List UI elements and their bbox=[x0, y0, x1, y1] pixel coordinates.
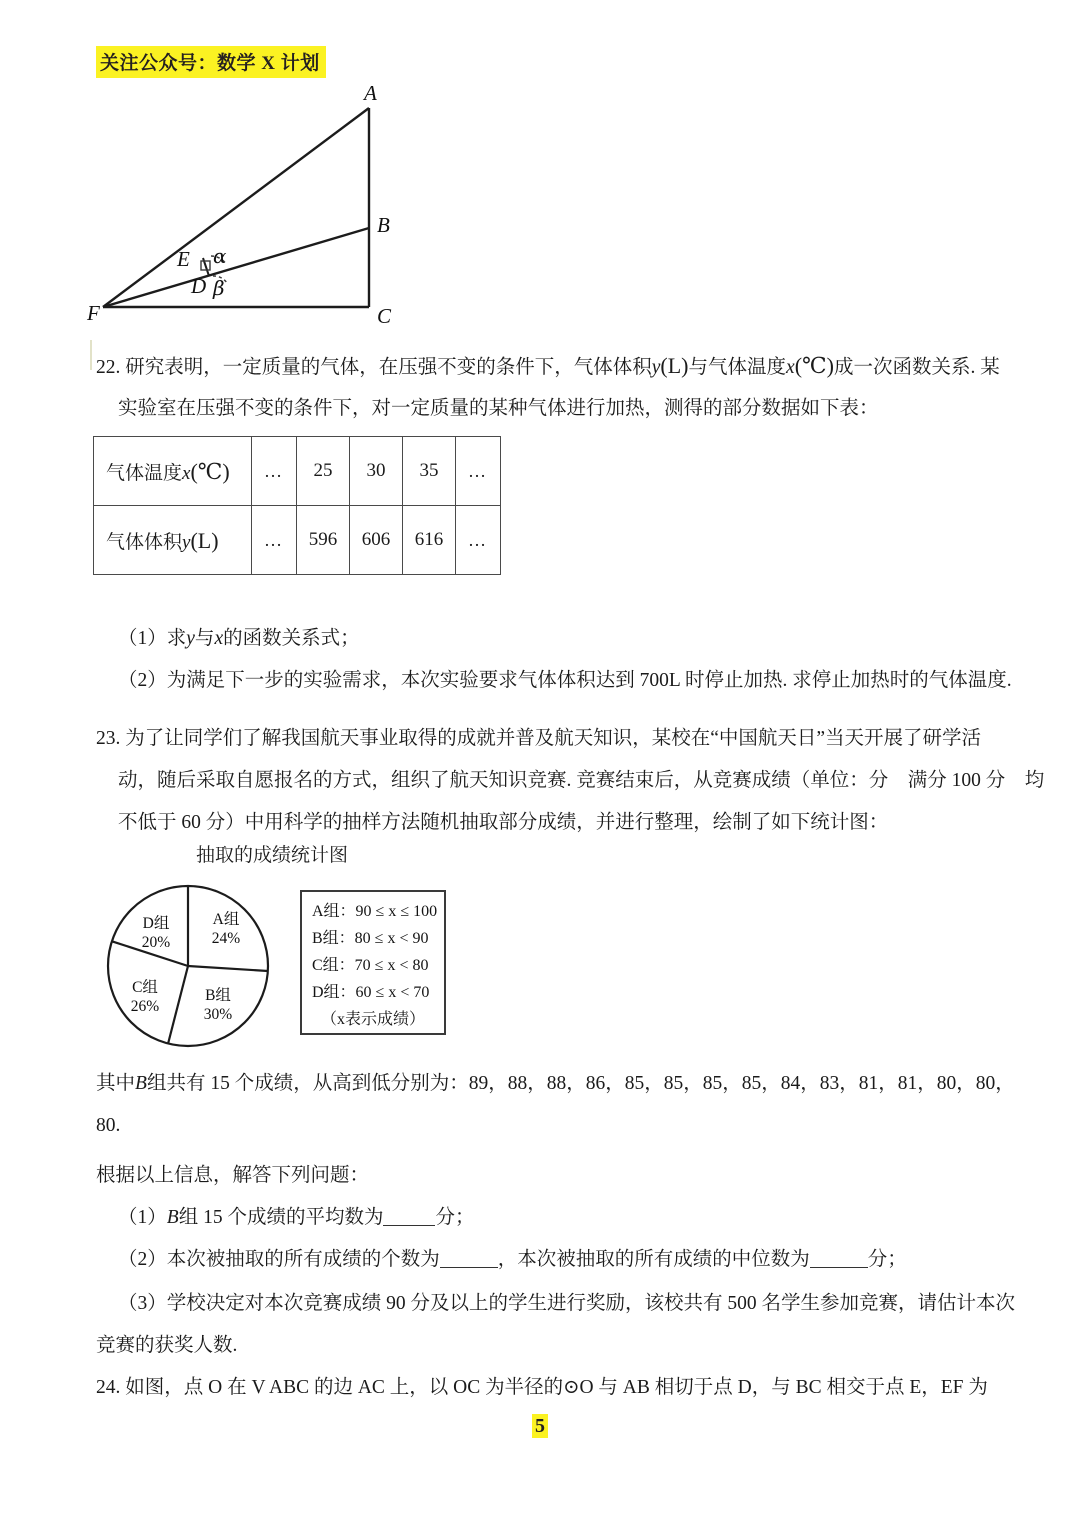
watermark-header: 关注公众号：数学 X 计划 bbox=[96, 46, 326, 78]
pie-label-c-name: C组 bbox=[132, 979, 158, 996]
q23-line-1 bbox=[96, 718, 981, 759]
rowheader-vol-text: 气体体积 bbox=[106, 531, 183, 553]
margin-bar bbox=[90, 340, 92, 370]
rowheader-temp-var: x bbox=[182, 462, 191, 484]
chart-title: 抽取的成绩统计图 bbox=[196, 845, 349, 866]
q24-number: 24. bbox=[96, 1377, 121, 1398]
q23-sub2-post: 分； bbox=[867, 1249, 907, 1270]
chart-legend-box bbox=[300, 890, 446, 1035]
table-cell: … bbox=[456, 437, 501, 506]
pie-label-b-name: B组 bbox=[205, 987, 231, 1004]
answer-blank-average[interactable] bbox=[383, 1206, 435, 1226]
q22-sub-2: （2）为满足下一步的实验需求，本次实验要求气体体积达到 700L 时停止加热. 求停止加热时的气体温度. bbox=[118, 670, 1012, 691]
table-cell: 606 bbox=[350, 506, 403, 575]
table-cell: 30 bbox=[350, 437, 403, 506]
q22-sub1-pre: （1）求 bbox=[118, 628, 187, 649]
q23-sub2-mid: ，本次被抽取的所有成绩的中位数为 bbox=[497, 1249, 810, 1270]
rowheader-temp-text: 气体温度 bbox=[106, 462, 183, 484]
figure-vertex-label-C: C bbox=[377, 304, 392, 325]
legend-item-c: C组：70 ≤ x < 80 bbox=[312, 957, 429, 974]
pie-label-b-pct: 30% bbox=[203, 1006, 233, 1023]
page-number bbox=[0, 1415, 1080, 1438]
q22-sub1-var-x: x bbox=[214, 628, 224, 649]
q22-line1-text-c: 成一次函数关系. 某 bbox=[833, 357, 1000, 378]
pie-label-d-name: D组 bbox=[142, 915, 170, 932]
q23-sub1-pre: （1） bbox=[118, 1207, 167, 1228]
q23-scores-pre: 其中 bbox=[96, 1073, 136, 1094]
figure-vertex-label-D: D bbox=[191, 274, 207, 298]
geometry-figure bbox=[85, 80, 425, 325]
pie-label-d-pct: 20% bbox=[141, 934, 171, 951]
table-cell: 616 bbox=[403, 506, 456, 575]
q22-line1-text-b: 与气体温度 bbox=[688, 357, 787, 378]
q24-line1-text: 如图，点 O 在 V ABC 的边 AC 上，以 OC 为半径的⊙O 与 AB 相切于点 D，与 BC 相交于点 E，EF 为 bbox=[125, 1377, 988, 1398]
table-cell: 596 bbox=[297, 506, 350, 575]
table-rowheader-temperature bbox=[94, 437, 252, 506]
gas-data-table bbox=[93, 436, 501, 575]
q23-sub-3-line-1: （3）学校决定对本次竞赛成绩 90 分及以上的学生进行奖励，该校共有 500 名学生参加竞赛，请估计本次 bbox=[118, 1293, 1016, 1314]
q23-scores-post: 组共有 15 个成绩，从高到低分别为：89，88，88，86，85，85，85，85，84，83，81，81，80，80， bbox=[146, 1073, 1015, 1094]
q23-line-3: 不低于 60 分）中用科学的抽样方法随机抽取部分成绩，并进行整理，绘制了如下统计图： bbox=[118, 812, 889, 833]
rowheader-vol-var: y bbox=[182, 531, 191, 553]
pie-label-a-name: A组 bbox=[212, 911, 240, 928]
figure-vertex-label-F: F bbox=[87, 301, 100, 325]
q22-number: 22. bbox=[96, 357, 121, 378]
rowheader-temp-unit: (℃) bbox=[190, 458, 230, 484]
figure-vertex-label-B: B bbox=[377, 213, 390, 237]
answer-blank-count[interactable] bbox=[440, 1248, 498, 1268]
figure-vertex-label-A: A bbox=[364, 81, 377, 105]
q24-line-1 bbox=[96, 1367, 988, 1408]
q22-unit-c: (℃) bbox=[794, 353, 834, 378]
figure-angle-label-beta: β bbox=[213, 276, 225, 300]
q23-sub1-post: 分； bbox=[435, 1207, 475, 1228]
q23-sub-3-line-2: 竞赛的获奖人数. bbox=[96, 1335, 238, 1356]
q22-sub1-post: 的函数关系式； bbox=[223, 628, 360, 649]
legend-item-a: A组：90 ≤ x ≤ 100 bbox=[312, 903, 438, 920]
pie-label-a-pct: 24% bbox=[211, 930, 241, 947]
table-cell: … bbox=[252, 506, 297, 575]
q22-line-2: 实验室在压强不变的条件下，对一定质量的某种气体进行加热，测得的部分数据如下表： bbox=[118, 398, 879, 419]
page-number-value: 5 bbox=[532, 1414, 548, 1438]
q23-instruction: 根据以上信息，解答下列问题： bbox=[96, 1165, 370, 1186]
q23-sub2-pre: （2）本次被抽取的所有成绩的个数为 bbox=[118, 1249, 440, 1270]
legend-item-b: B组：80 ≤ x < 90 bbox=[312, 930, 429, 947]
table-cell: 25 bbox=[297, 437, 350, 506]
q22-sub-1 bbox=[118, 618, 360, 659]
table-cell: … bbox=[456, 506, 501, 575]
table-rowheader-volume bbox=[94, 506, 252, 575]
legend-item-d: D组：60 ≤ x < 70 bbox=[312, 984, 430, 1001]
q22-unit-l: (L) bbox=[660, 353, 689, 378]
q23-sub1-mid: 组 15 个成绩的平均数为 bbox=[178, 1207, 384, 1228]
answer-blank-median[interactable] bbox=[810, 1248, 868, 1268]
figure-vertex-label-E: E bbox=[177, 247, 190, 271]
q23-sub-1 bbox=[118, 1197, 474, 1238]
table-cell: 35 bbox=[403, 437, 456, 506]
q22-sub1-var-y: y bbox=[186, 628, 195, 649]
q22-sub1-mid: 与 bbox=[194, 628, 215, 649]
q23-scores-group-b: B bbox=[135, 1073, 147, 1094]
table-row-volume bbox=[94, 506, 501, 575]
figure-angle-label-alpha: α bbox=[213, 244, 227, 268]
legend-note: （x表示成绩） bbox=[320, 1011, 425, 1028]
q23-line-2: 动，随后采取自愿报名的方式，组织了航天知识竞赛. 竞赛结束后，从竞赛成绩（单位：分 满分 100 分 均 bbox=[118, 770, 1045, 791]
table-row-temperature bbox=[94, 437, 501, 506]
pie-chart bbox=[100, 882, 280, 1052]
q22-var-y: y bbox=[651, 357, 661, 378]
q22-line-1 bbox=[96, 345, 1000, 388]
q23-sub-2 bbox=[118, 1239, 907, 1280]
q23-scores-line-1 bbox=[96, 1063, 1015, 1104]
q23-number: 23. bbox=[96, 728, 121, 749]
q23-sub1-group-b: B bbox=[166, 1207, 179, 1228]
table-cell: … bbox=[252, 437, 297, 506]
rowheader-vol-unit: (L) bbox=[190, 527, 219, 553]
q23-scores-line-2: 80. bbox=[96, 1115, 121, 1136]
q22-line1-text-a: 研究表明，一定质量的气体，在压强不变的条件下，气体体积 bbox=[125, 357, 652, 378]
pie-label-c-pct: 26% bbox=[130, 998, 160, 1015]
q23-line1-text: 为了让同学们了解我国航天事业取得的成就并普及航天知识，某校在“中国航天日”当天开展了研学活 bbox=[125, 728, 982, 749]
q22-var-x: x bbox=[786, 357, 795, 378]
